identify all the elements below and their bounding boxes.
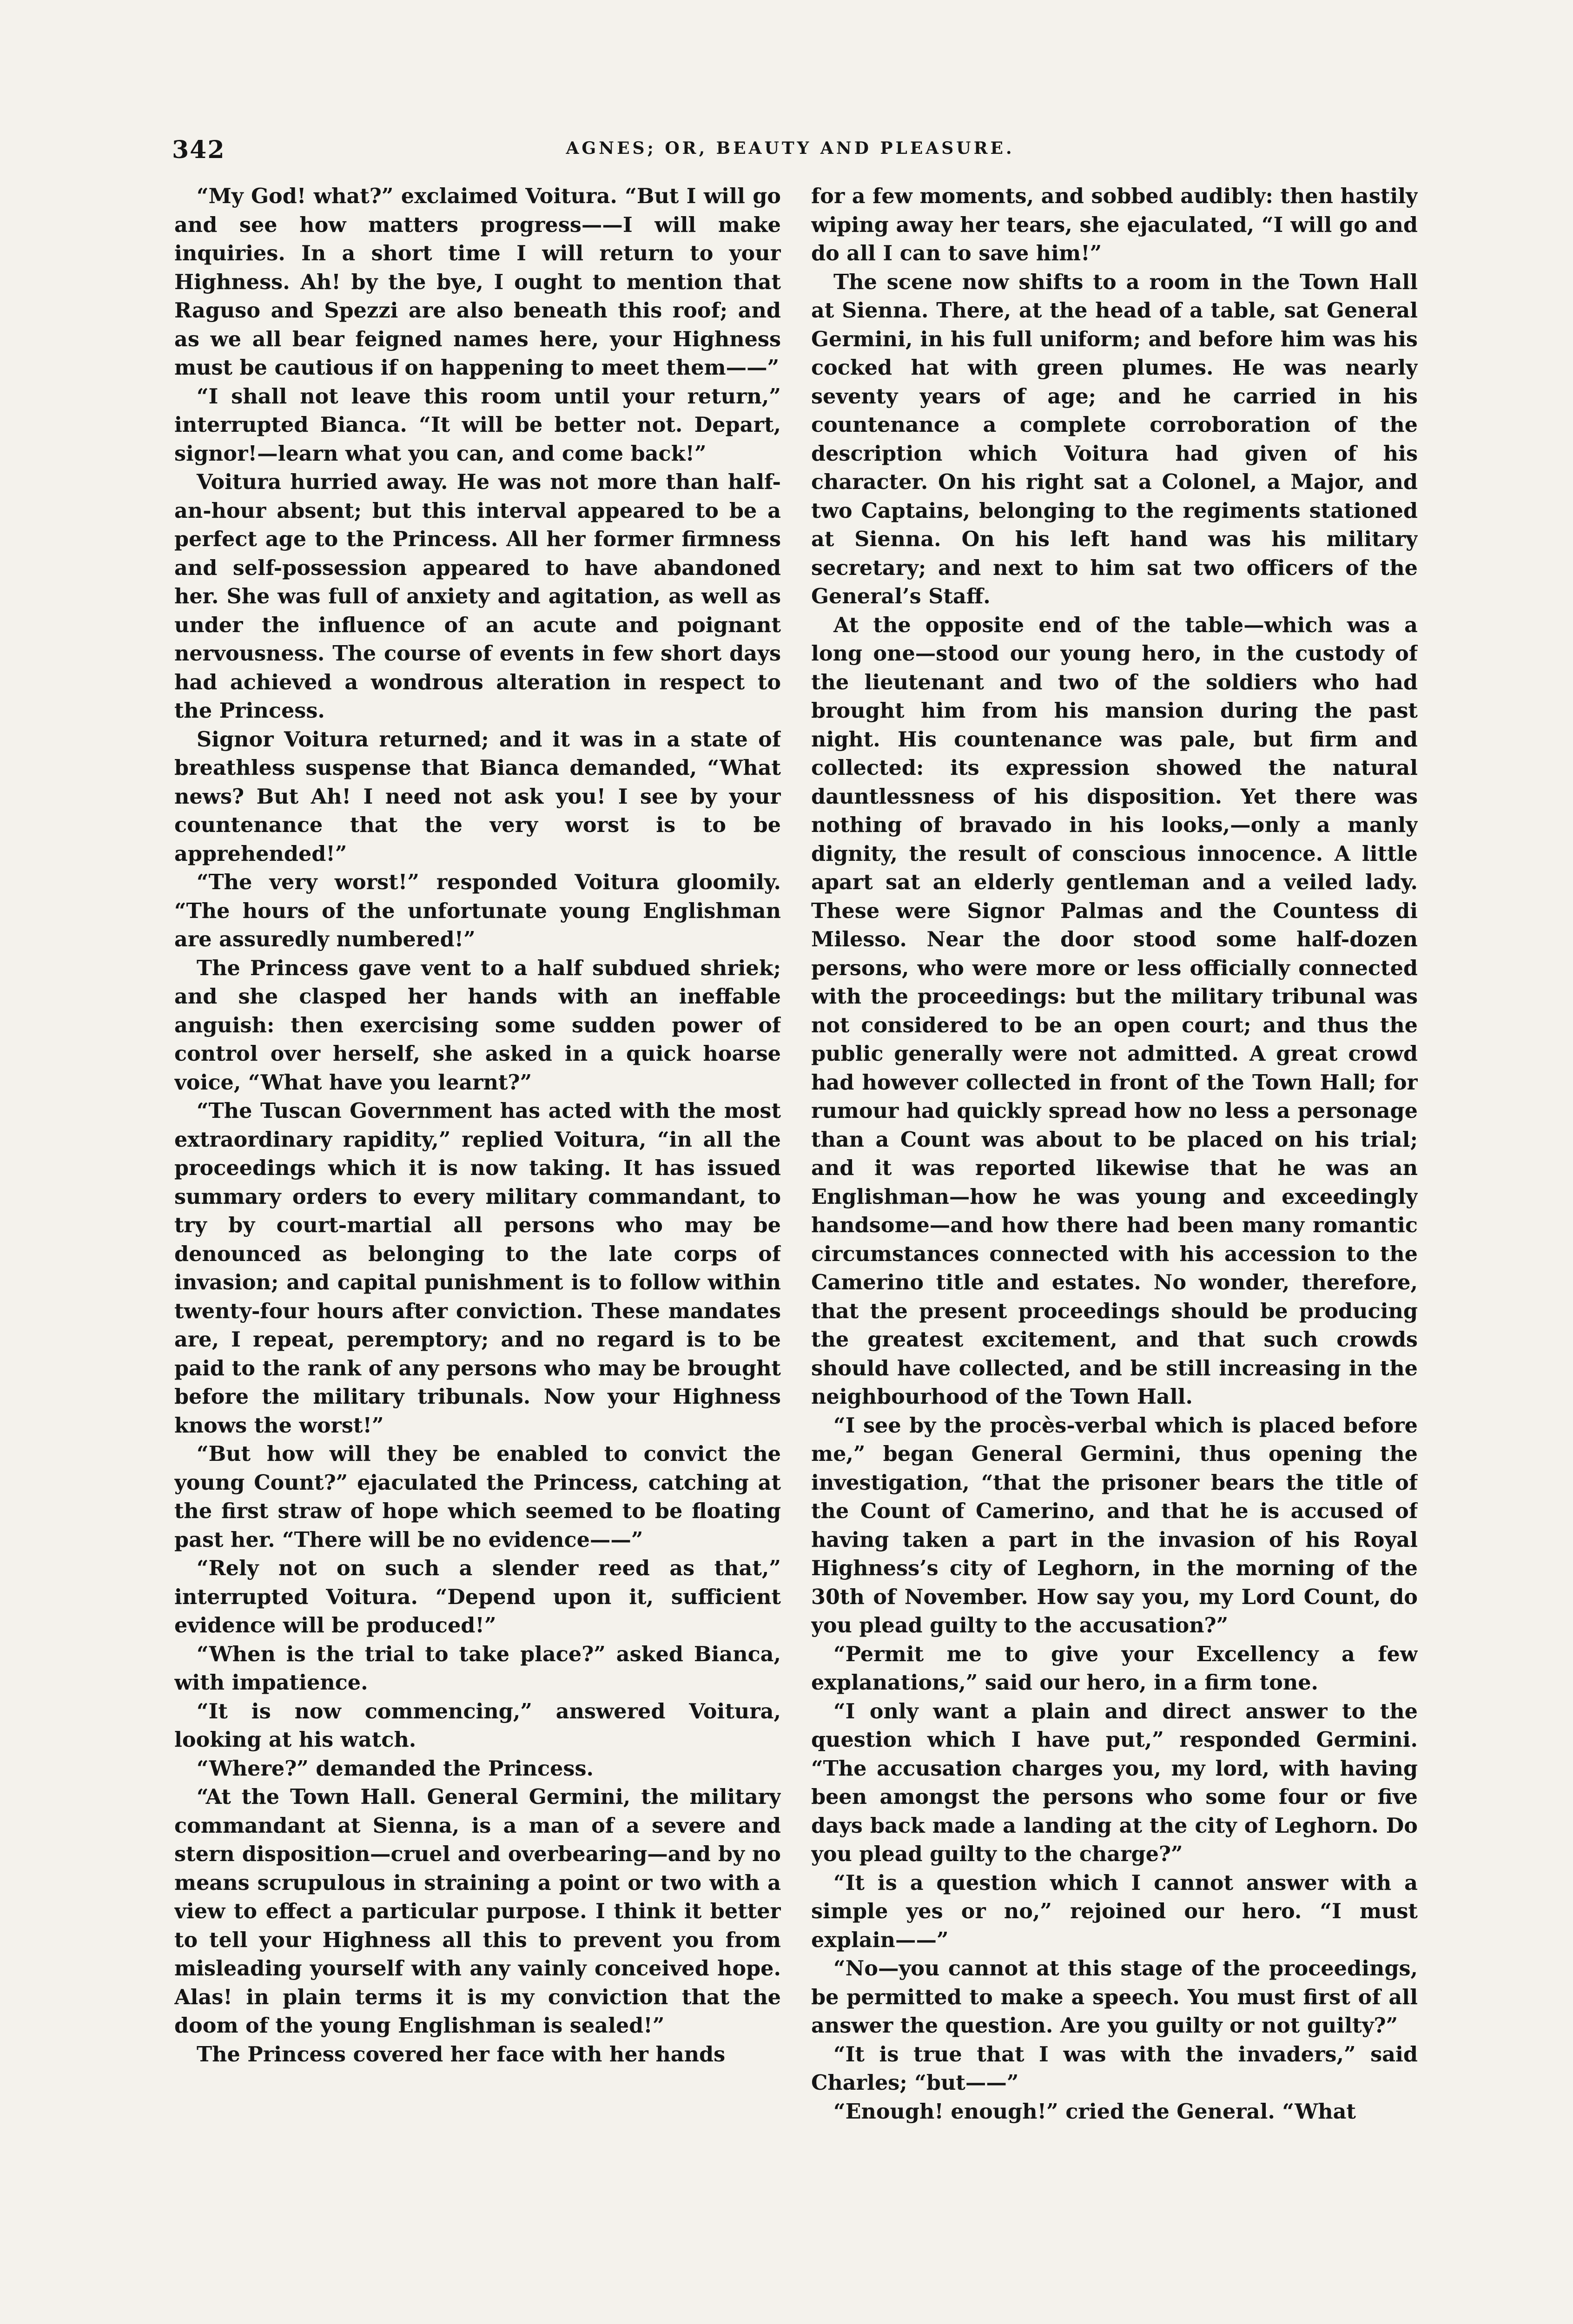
paragraph: “Enough! enough!” cried the General. “What: [833, 2099, 1356, 2124]
paragraph: “The Tuscan Government has acted with the most extraordinary rapidity,” replied Voitura, “in all the proceedings which it is now taking. It has issued summary orders to every military commandant, to try by court-martial all persons who may be denounced as belonging to the late corps of invasion; and capital punishment is to follow within twenty-four hours after conviction. These mandates are, I repeat, peremptory; and no regard is to be paid to the rank of any persons who may be brought before the military tribunals. Now your Highness knows the worst!”: [174, 1099, 781, 1438]
paragraph: “I see by the procès-verbal which is placed before me,” began General Germini, thus opening the investigation, “that the prisoner bears the title of the Count of Camerino, and that he is accused of having taken a part in the invasion of his Royal Highness’s city of Leghorn, in the morning of the 30th of November. How say you, my Lord Count, do you plead guilty to the accusation?”: [811, 1413, 1418, 1637]
paragraph: “It is now commencing,” answered Voitura, looking at his watch.: [174, 1699, 781, 1752]
paragraph: “My God! what?” exclaimed Voitura. “But I will go and see how matters progress——I will make inquiries. In a short time I will return to your Highness. Ah! by the bye, I ought to mention that Raguso and Spezzi are also beneath this roof; and as we all bear feigned names here, your Highness must be cautious if on happening to meet them——”: [174, 184, 781, 380]
paragraph: Voitura hurried away. He was not more than half-an-hour absent; but this interval appeared to be a perfect age to the Princess. All her former firmness and self-possession appeared to have abandoned her. She was full of anxiety and agitation, as well as under the influence of an acute and poignant nervousness. The course of events in few short days had achieved a wondrous alteration in respect to the Princess.: [174, 470, 781, 723]
paragraph: for a few moments, and sobbed audibly: then hastily wiping away her tears, she ejaculated, “I will go and do all I can to save him!”: [811, 184, 1418, 265]
paragraph: “When is the trial to take place?” asked Bianca, with impatience.: [174, 1642, 781, 1695]
page-number: 342: [172, 136, 225, 164]
paragraph: The Princess covered her face with her hands: [197, 2042, 726, 2067]
paragraph: “Rely not on such a slender reed as that,” interrupted Voitura. “Depend upon it, sufficient evidence will be produced!”: [174, 1556, 781, 1637]
right-column: [811, 182, 1418, 2324]
paragraph: Signor Voitura returned; and it was in a state of breathless suspense that Bianca demanded, “What news? But Ah! I need not ask you! I see by your countenance that the very worst is to be apprehended!”: [174, 727, 781, 866]
paragraph: “But how will they be enabled to convict the young Count?” ejaculated the Princess, catching at the first straw of hope which seemed to be floating past her. “There will be no evidence——”: [174, 1442, 781, 1552]
paragraph: “I shall not leave this room until your return,” interrupted Bianca. “It will be better not. Depart, signor!—learn what you can, and come back!”: [174, 384, 781, 466]
paragraph: “I only want a plain and direct answer to the question which I have put,” responded Germini. “The accusation charges you, my lord, with having been amongst the persons who some four or five days back made a landing at the city of Leghorn. Do you plead guilty to the charge?”: [811, 1699, 1418, 1866]
paragraph: The scene now shifts to a room in the Town Hall at Sienna. There, at the head of a table, sat General Germini, in his full uniform; and before him was his cocked hat with green plumes. He was nearly seventy years of age; and he carried in his countenance a complete corroboration of the description which Voitura had given of his character. On his right sat a Colonel, a Major, and two Captains, belonging to the regiments stationed at Sienna. On his left hand was his military secretary; and next to him sat two officers of the General’s Staff.: [811, 270, 1418, 608]
page-header: [172, 136, 1408, 168]
left-column: [174, 182, 781, 2324]
paragraph: “At the Town Hall. General Germini, the military commandant at Sienna, is a man of a severe and stern disposition—cruel and overbearing—and by no means scrupulous in straining a point or two with a view to effect a particular purpose. I think it better to tell your Highness all this to prevent you from misleading yourself with any vainly conceived hope. Alas! in plain terms it is my conviction that the doom of the young Englishman is sealed!”: [174, 1785, 781, 2038]
paragraph: “It is true that I was with the invaders,” said Charles; “but——”: [811, 2042, 1418, 2095]
paragraph: “Permit me to give your Excellency a few explanations,” said our hero, in a firm tone.: [811, 1642, 1418, 1695]
paragraph: “Where?” demanded the Princess.: [197, 1756, 594, 1781]
paragraph: “It is a question which I cannot answer with a simple yes or no,” rejoined our hero. “I must explain——”: [811, 1870, 1418, 1952]
running-title: AGNES; OR, BEAUTY AND PLEASURE.: [566, 139, 1015, 158]
paragraph: “No—you cannot at this stage of the proceedings, be permitted to make a speech. You must first of all answer the question. Are you guilty or not guilty?”: [811, 1956, 1418, 2038]
paragraph: “The very worst!” responded Voitura gloomily. “The hours of the unfortunate young Englishman are assuredly numbered!”: [174, 870, 781, 951]
paragraph: At the opposite end of the table—which was a long one—stood our young hero, in the custody of the lieutenant and two of the soldiers who had brought him from his mansion during the past night. His countenance was pale, but firm and collected: its expression showed the natural dauntlessness of his disposition. Yet there was nothing of bravado in his looks,—only a manly dignity, the result of conscious innocence. A little apart sat an elderly gentleman and a veiled lady. These were Signor Palmas and the Countess di Milesso. Near the door stood some half-dozen persons, who were more or less officially connected with the proceedings: but the military tribunal was not considered to be an open court; and thus the public generally were not admitted. A great crowd had however collected in front of the Town Hall; for rumour had quickly spread how no less a personage than a Count was about to be placed on his trial; and it was reported likewise that he was an Englishman—how he was young and exceedingly handsome—and how there had been many romantic circumstances connected with his accession to the Camerino title and estates. No wonder, therefore, that the present proceedings should be producing the greatest excitement, and that such crowds should have collected, and be still increasing in the neighbourhood of the Town Hall.: [811, 613, 1418, 1409]
paragraph: The Princess gave vent to a half subdued shriek; and she clasped her hands with an ineffable anguish: then exercising some sudden power of control over herself, she asked in a quick hoarse voice, “What have you learnt?”: [174, 956, 781, 1095]
